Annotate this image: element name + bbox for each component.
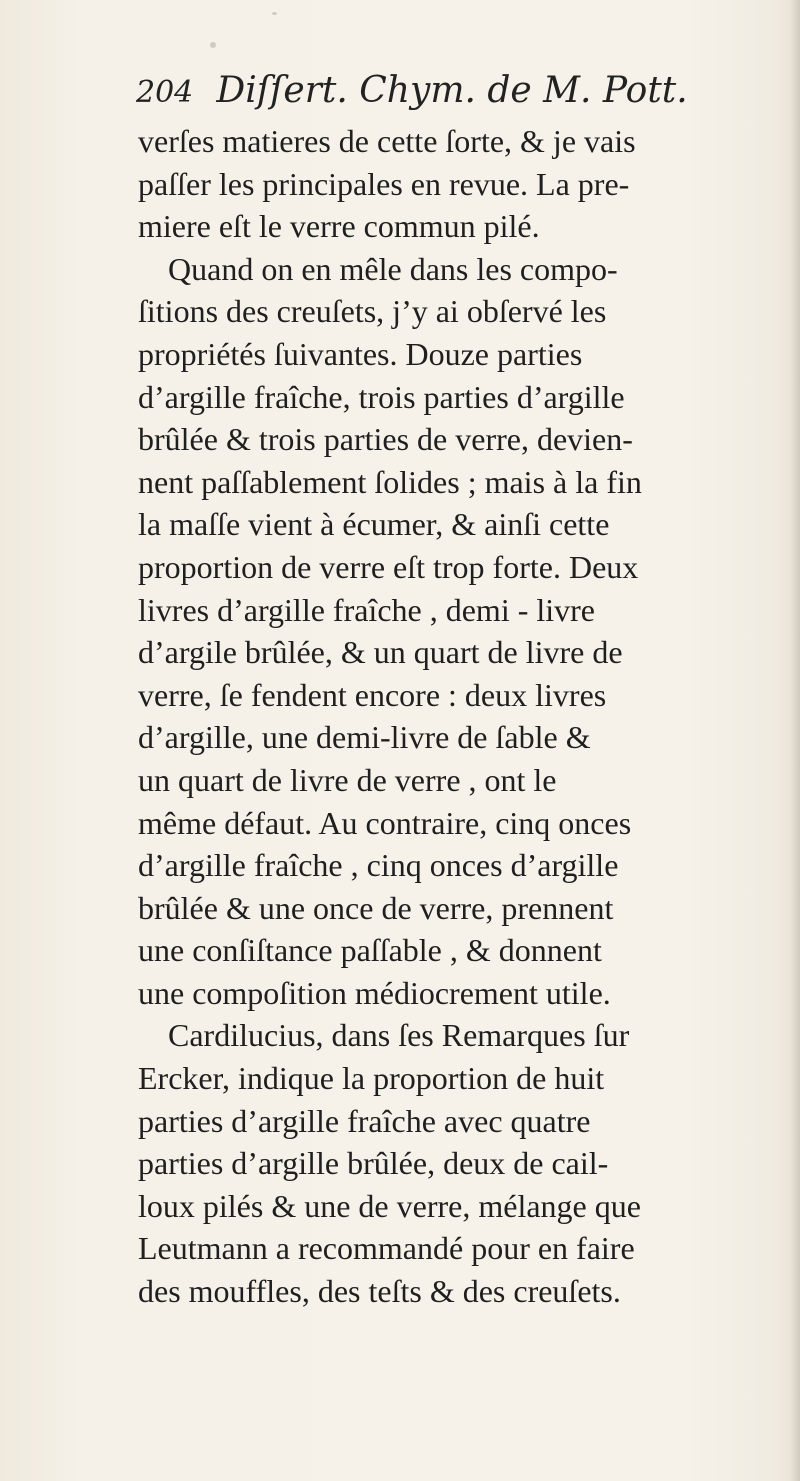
text-line: des mouffles, des teſts & des creuſets. [138,1273,621,1310]
text-line: paſſer les principales en revue. La pre- [138,165,630,202]
body-text [138,120,788,1313]
text-line: d’argile brûlée, & un quart de livre de [138,634,623,671]
text-line: loux pilés & une de verre, mélange que [138,1187,641,1224]
text-line: Cardilucius, dans ſes Remarques ſur [168,1017,630,1054]
text-line: une conſiſtance paſſable , & donnent [138,932,602,969]
ink-smudge [272,12,277,15]
text-line: d’argille fraîche, trois parties d’argille [138,378,625,415]
text-line: miere eſt le verre commun pilé. [138,208,540,245]
page-edge-shadow [790,0,800,1481]
running-head: Diſſert. Chym. de M. Pott. [216,70,688,111]
text-line: propriétés ſuivantes. Douze parties [138,335,583,372]
text-line: brûlée & trois parties de verre, devien- [138,421,633,458]
text-line: brûlée & une once de verre, prennent [138,889,614,926]
text-line: ſitions des creuſets, j’y ai obſervé les [138,293,607,330]
text-line: Ercker, indique la proportion de huit [138,1060,605,1097]
text-line: la maſſe vient à écumer, & ainſi cette [138,506,610,543]
ink-smudge [210,42,216,48]
text-line: nent paſſablement ſolides ; mais à la fin [138,463,642,500]
text-line: Leutmann a recommandé pour en faire [138,1230,635,1267]
text-line: parties d’argille brûlée, deux de cail- [138,1145,609,1182]
text-line: proportion de verre eſt trop forte. Deux [138,548,639,585]
text-line: d’argille, une demi-livre de ſable & [138,719,591,756]
text-line: Quand on en mêle dans les compo- [168,250,618,287]
text-line: verſes matieres de cette ſorte, & je vais [138,123,636,159]
page-number: 204 [136,75,194,110]
text-line: livres d’argille fraîche , demi - livre [138,591,595,628]
text-line: un quart de livre de verre , ont le [138,761,557,798]
text-line: verre, ſe fendent encore : deux livres [138,676,607,713]
text-line: une compoſition médiocrement utile. [138,974,611,1011]
text-line: même défaut. Au contraire, cinq onces [138,804,632,841]
text-line: d’argille fraîche , cinq onces d’argille [138,847,619,884]
page-header [136,70,696,120]
text-line: parties d’argille fraîche avec quatre [138,1102,591,1139]
